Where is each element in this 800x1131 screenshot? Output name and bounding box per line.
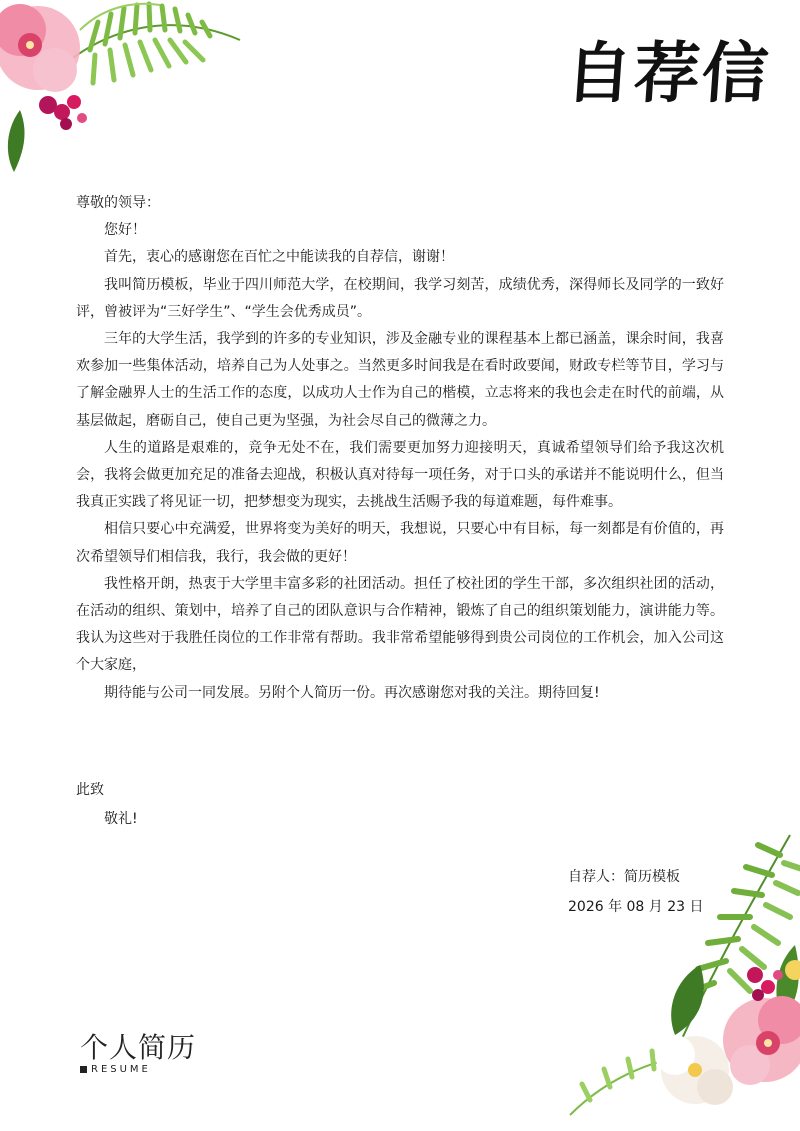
salutation: 尊敬的领导： — [76, 195, 160, 211]
dark-leaf — [8, 110, 25, 172]
page-title: 自荐信 — [563, 34, 773, 112]
magenta-buds — [39, 95, 87, 130]
paragraph: 人生的道路是艰难的，竞争无处不在，我们需要更加努力迎接明天，真诚希望领导们给予我这次机会，我将会做更加充足的准备去迎战，积极认真对待每一项任务，对于口头的承诺并不能说明什么，但当我真正实践了将见证一切，把梦想变为现实，去挑战生活赐予我的每道难题，每件难事。 — [76, 439, 724, 511]
floral-decoration-bottom-right — [550, 815, 800, 1131]
signature-date: 2026 年 08 月 23 日 — [568, 899, 704, 915]
floral-decoration-top-left — [0, 0, 250, 180]
paragraph: 相信只要心中充满爱，世界将变为美好的明天，我想说，只要心中有目标，每一刻都是有价值的，再次希望领导们相信我，我行，我会做的更好！ — [76, 521, 724, 565]
logo-text-cn: 个人简历 — [80, 1031, 197, 1064]
palm-leaves — [70, 4, 240, 83]
logo-square-icon — [80, 1066, 87, 1073]
pink-hibiscus — [0, 4, 80, 92]
letter-body — [76, 190, 724, 707]
closing-line: 此致 — [76, 782, 104, 798]
pink-hibiscus — [723, 996, 800, 1085]
paragraph: 三年的大学生活，我学到的许多的专业知识，涉及金融专业的课程基本上都已涵盖，课余时间，我喜欢参加一些集体活动，培养自己为人处事之。当然更多时间我是在看时政要闻，财政专栏等节目，学习与了解金融界人士的生活工作的态度，以成功人士作为自己的楷模，立志将来的我也会走在时代的前端，从基层做起，磨砺自己，使自己更为坚强，为社会尽自己的微薄之力。 — [76, 331, 724, 429]
paragraph: 期待能与公司一同发展。另附个人简历一份。再次感谢您对我的关注。期待回复! — [104, 684, 600, 701]
closing-regards: 敬礼! — [104, 811, 138, 827]
logo-en-row — [80, 1064, 196, 1075]
paragraph: 首先，衷心的感谢您在百忙之中能读我的自荐信，谢谢！ — [104, 249, 454, 266]
paragraph: 我性格开朗，热衷于大学里丰富多彩的社团活动。担任了校社团的学生干部，多次组织社团的活动，在活动的组织、策划中，培养了自己的团队意识与合作精神，锻炼了自己的组织策划能力，演讲能力等。我认为这些对于我胜任岗位的工作非常有帮助。我非常希望能够得到贵公司岗位的工作机会，加入公司这个大家庭， — [76, 575, 724, 674]
resume-logo — [80, 1031, 197, 1075]
paragraph: 您好！ — [104, 222, 146, 239]
paragraph: 我叫简历模板，毕业于四川师范大学，在校期间，我学习刻苦，成绩优秀，深得师长及同学的一致好评，曾被评为“三好学生”、“学生会优秀成员”。 — [76, 276, 724, 320]
signature-name: 自荐人：简历模板 — [568, 869, 680, 885]
closing — [76, 776, 138, 834]
white-lily — [655, 1035, 733, 1105]
logo-text-en: RESUME — [91, 1064, 151, 1075]
